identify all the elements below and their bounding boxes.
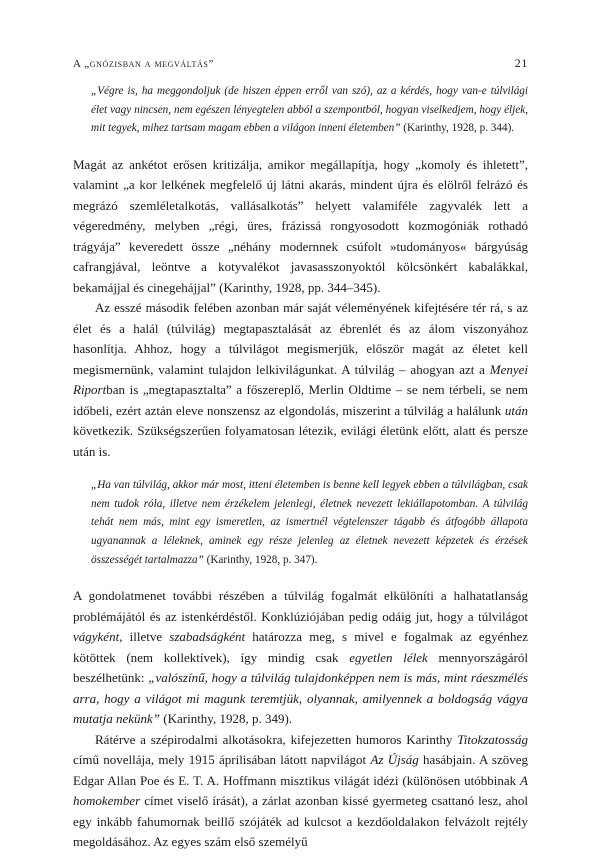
paragraph-3-part-d: mennyországáról beszélhetünk: (73, 649, 528, 686)
paragraph-3-emphasis-egyetlen-lelek: egyetlen lélek (349, 649, 428, 665)
paragraph-4-title-titokzatossag: Titokzatosság (457, 731, 528, 747)
paragraph-3-part-a: A gondolatmenet további részében a túlvilág fogalmát elkülöníti a halhatatlanság problémájától és az istenkérdéstől. Konklúziójában pedig odáig jut, hogy a túlvilágot (73, 588, 528, 624)
paragraph-4-part-a: Rátérve a szépirodalmi alkotásokra, kifejezetten humoros Karinthy (95, 731, 458, 747)
quote-2-citation: (Karinthy, 1928, p. 347). (203, 553, 318, 566)
paragraph-3-emphasis-szabadsagkent: szabadságként (169, 629, 246, 645)
paragraph-2 (73, 298, 528, 462)
quote-1-text: „Végre is, ha meggondoljuk (de hiszen éppen erről van szó), az a kérdés, hogy van-e túlvilági élet vagy nincsen, nem egészen lényegtelen abból a szempontból, hogyan viselkedjem, hogy éljek, mit tegyek, mihez tartsam magam ebben a világon inneni életemben” (91, 85, 528, 135)
paragraph-3-inline-quote: „valószínű, hogy a túlvilág tulajdonképpen nem is más, mint ráeszmélés arra, hogy a világot mi magunk teremtjük, olyannak, amilyennek a boldogság vágya mutatja nekünk” (73, 670, 528, 727)
paragraph-2-part-a: Az esszé második felében azonban már saját véleményének kifejtésére tér rá, s az élet és a halál (túlvilág) megtapasztalását az ébrenlét és az álom viszonyához hasonlítja. Ahhoz, hogy a túlvilágot megismerjük, először magát az életet kell megismernünk, valamint tulajdon lelkivilágunkat. A túlvilág – ahogyan azt a (73, 300, 528, 377)
paragraph-1: Magát az ankétot erősen kritizálja, amikor megállapítja, hogy „komoly és ihletett”, valamint „a kor lelkének megfelelő új látni akarás, mindent újra és elölről felrázó és megrázó szemléletalkotás, vallásalkotás” helyett valamiféle zagyvalék lett a végeredmény, melyben „régi, üres, frázissá rongyosodott kozmogóniák rothadó trágyája” keveredett össze „néhány modernnek csúfolt »tudományos« bárgyúság cafrangjával, leöntve a kotyvalékot javasasszonyoktól kölcsönkért kabalákkal, bekamájjal és cinegehájjal” (Karinthy, 1928, pp. 344–345). (73, 156, 528, 295)
block-quote-2 (91, 476, 528, 569)
chapter-title: A „gnózisban a megváltás” (73, 58, 214, 70)
paragraph-4-part-b: című novellája, mely 1915 áprilisában látott napvilágot (73, 752, 371, 768)
paragraph-2-emphasis-utan: után (504, 402, 528, 418)
block-quote-1 (91, 82, 528, 138)
paragraph-2-part-c: következik. Szükségszerűen folyamatosan létezik, evilági életünk előtt, alatt és persze után is. (73, 423, 528, 459)
paragraph-4 (73, 730, 528, 853)
running-head (73, 56, 528, 71)
paragraph-2-part-b: ban is „megtapasztalta” a főszereplő, Merlin Oldtime – se nem térbeli, se nem időbeli, ezért aztán eleve nonszensz az elgondolás, miszerint a túlvilág a halálunk (73, 382, 528, 418)
quote-1-citation: (Karinthy, 1928, p. 344). (400, 122, 515, 135)
paragraph-3 (73, 586, 528, 730)
paragraph-3-part-b: , illetve (119, 629, 170, 645)
paragraph-3-part-c: határozza meg, s mivel e fogalmak az egyénhez kötöttek (nem kollektívek), így mindig csak (73, 629, 528, 665)
page-number: 21 (514, 56, 528, 70)
quote-2-text: „Ha van túlvilág, akkor már most, itteni életemben is benne kell legyek ebben a túlvilágban, csak nem tudok róla, illetve nem érzékelem jelenlegi, életnek nevezett lekiállapotomban. A túlvilág tehát nem más, mint egy ismeretlen, az ismertnél végtelenszer tágabb és átfogóbb állapota ugyanannak a léleknek, aminek egy része jelenleg az életnek nevezett képzetek és érzések összességét tartalmazza” (91, 479, 528, 566)
paragraph-4-part-c: hasábjain. A szöveg Edgar Allan Poe és E. T. A. Hoffmann misztikus világát idézi (különösen utóbbinak (73, 752, 528, 788)
body-text (73, 82, 528, 853)
paragraph-4-part-d: címet viselő írását), a zárlat azonban kissé gyermeteg csattanó lesz, ahol egy inkább fahumornak beillő szójáték ad kulcsot a kezdőoldalakon felvázolt rejtély megoldásához. Az egyes szám első személyű (73, 793, 528, 850)
paragraph-3-citation: (Karinthy, 1928, p. 349). (160, 711, 293, 727)
paragraph-4-title-az-ujsag: Az Újság (370, 752, 419, 768)
paragraph-4-title-a-homokember: A homokember (73, 772, 528, 809)
paragraph-3-emphasis-vagykent: vágyként (73, 629, 120, 645)
paragraph-2-title-menyei-riport: Menyei Riport (73, 361, 528, 398)
